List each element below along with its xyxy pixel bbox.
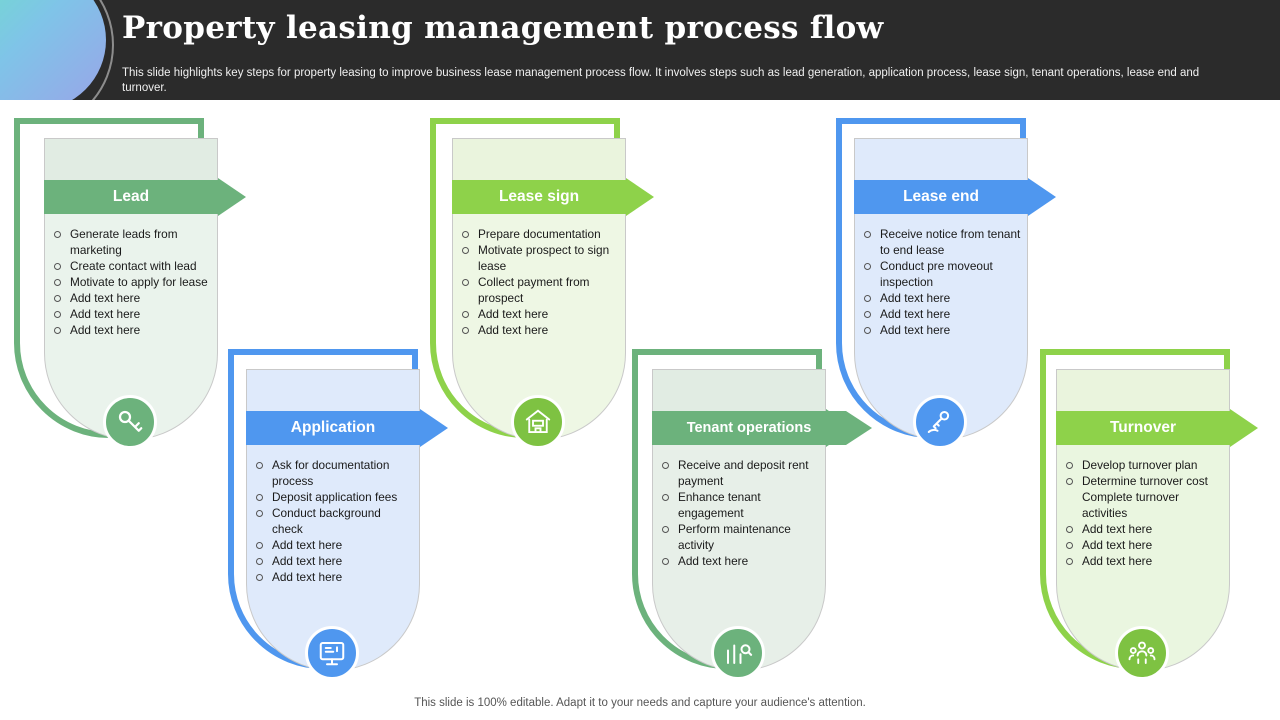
list-item: Ask for documentation process [254, 457, 414, 489]
list-item: Receive and deposit rent payment [660, 457, 825, 489]
list-item: Motivate prospect to sign lease [460, 242, 620, 274]
step-card-lead[interactable] [14, 118, 254, 458]
slide-header [0, 0, 1280, 100]
step-banner-tenant-operations[interactable] [652, 411, 846, 445]
step-title: Application [290, 419, 376, 436]
list-item: Create contact with lead [52, 258, 212, 274]
step-title: Tenant operations [686, 420, 812, 436]
banner-arrow [626, 180, 652, 214]
footer-note: This slide is 100% editable. Adapt it to your needs and capture your audience's attention. [414, 697, 866, 709]
list-item: Add text here [862, 306, 1024, 322]
step-bullets-lease-sign [460, 226, 620, 338]
people-group-icon [1115, 626, 1169, 680]
banner-arrow [1230, 411, 1256, 445]
step-card-turnover[interactable] [1040, 349, 1280, 689]
list-item: Develop turnover plan [1064, 457, 1226, 473]
step-banner-lead[interactable] [44, 180, 218, 214]
step-bullets-application [254, 457, 414, 585]
list-item: Receive notice from tenant to end lease [862, 226, 1024, 258]
list-item: Conduct pre moveout inspection [862, 258, 1024, 290]
list-item: Add text here [862, 290, 1024, 306]
list-item: Add text here [862, 322, 1024, 338]
list-item: Add text here [660, 553, 825, 569]
list-item: Add text here [254, 569, 414, 585]
list-item: Collect payment from prospect [460, 274, 620, 306]
list-item: Prepare documentation [460, 226, 620, 242]
list-item: Motivate to apply for lease [52, 274, 212, 290]
list-item: Enhance tenant engagement [660, 489, 825, 521]
step-banner-application[interactable] [246, 411, 420, 445]
step-banner-lease-sign[interactable] [452, 180, 626, 214]
step-bullets-lead [52, 226, 212, 338]
list-item: Add text here [460, 322, 620, 338]
chart-analysis-icon [711, 626, 765, 680]
list-item: Add text here [254, 553, 414, 569]
step-banner-turnover[interactable] [1056, 411, 1230, 445]
step-title: Lead [112, 188, 150, 205]
rent-house-icon [511, 395, 565, 449]
page-title: Property leasing management process flow [122, 10, 884, 46]
list-item: Add text here [52, 306, 212, 322]
key-hand-icon [913, 395, 967, 449]
list-item: Generate leads from marketing [52, 226, 212, 258]
step-bullets-tenant-operations [660, 457, 825, 569]
list-item: Add text here [254, 537, 414, 553]
banner-arrow [1028, 180, 1054, 214]
page-subtitle: This slide highlights key steps for property leasing to improve business lease management process flow. It involves steps such as lead generation, application process, lease sign, tenant operations, lease end and turnover. [122, 67, 1200, 94]
banner-arrow [218, 180, 244, 214]
list-item: Perform maintenance activity [660, 521, 825, 553]
decorative-ring [0, 0, 114, 100]
list-item: Conduct background check [254, 505, 414, 537]
list-item: Add text here [52, 290, 212, 306]
step-title: Lease end [903, 188, 979, 205]
list-item: Add text here [1064, 521, 1226, 537]
step-title: Turnover [1109, 419, 1177, 436]
list-item: Add text here [1064, 553, 1226, 569]
list-item: Add text here [460, 306, 620, 322]
document-monitor-icon [305, 626, 359, 680]
step-bullets-turnover [1064, 457, 1226, 569]
list-item: Add text here [1064, 537, 1226, 553]
list-item: Determine turnover cost Complete turnover activities [1064, 473, 1226, 521]
step-title: Lease sign [498, 188, 580, 205]
step-bullets-lease-end [862, 226, 1024, 338]
list-item: Add text here [52, 322, 212, 338]
key-icon [103, 395, 157, 449]
list-item: Deposit application fees [254, 489, 414, 505]
step-banner-lease-end[interactable] [854, 180, 1028, 214]
